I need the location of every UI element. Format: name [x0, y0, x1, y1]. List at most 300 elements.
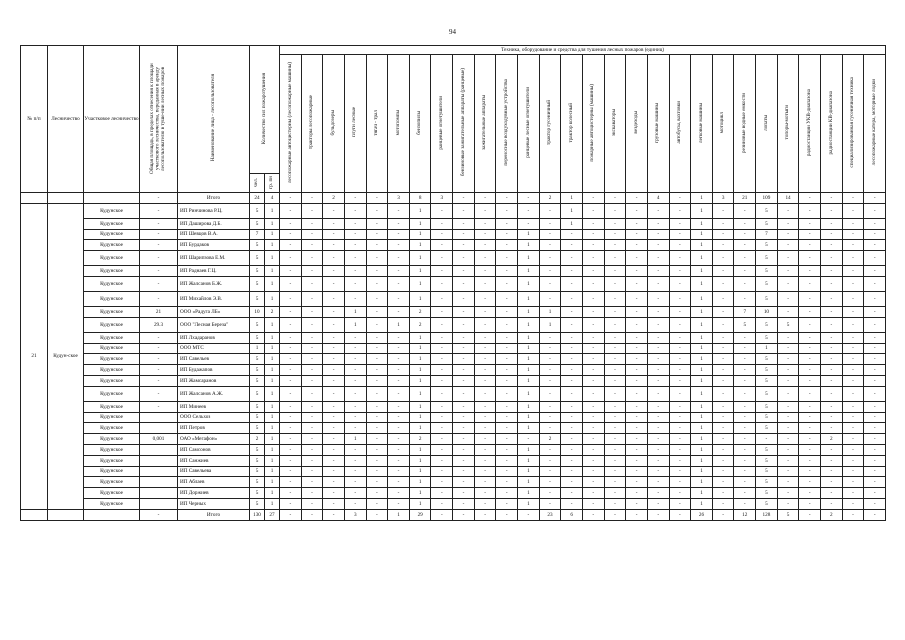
value-cell: -	[474, 386, 496, 401]
value-cell: -	[734, 251, 756, 266]
value-cell: 1	[265, 477, 280, 488]
value-cell: -	[561, 240, 583, 251]
value-cell: -	[323, 466, 345, 477]
header-equipment-6	[388, 55, 410, 193]
value-cell: -	[474, 229, 496, 240]
value-cell: -	[582, 423, 604, 434]
value-cell: -	[366, 332, 388, 343]
value-cell: 5	[250, 266, 265, 277]
value-cell: 1	[691, 332, 713, 343]
value-cell: -	[842, 332, 864, 343]
value-cell: -	[301, 375, 323, 386]
value-cell: -	[453, 423, 475, 434]
totals-bottom-value: 6	[561, 509, 583, 520]
value-cell: -	[388, 229, 410, 240]
value-cell: 1	[265, 488, 280, 499]
value-cell: -	[582, 218, 604, 229]
value-cell: -	[734, 218, 756, 229]
value-cell: -	[301, 343, 323, 354]
value-cell: -	[821, 455, 843, 466]
value-cell: -	[344, 203, 366, 218]
value-cell: -	[496, 218, 518, 229]
value-cell: -	[453, 203, 475, 218]
totals-top-value: -	[821, 193, 843, 204]
value-cell: -	[647, 477, 669, 488]
totals-top-value: -	[453, 193, 475, 204]
value-cell: 1	[265, 423, 280, 434]
totals-top-value: 2	[539, 193, 561, 204]
value-cell: 1	[691, 291, 713, 306]
table-row	[21, 488, 886, 499]
value-cell: -	[777, 423, 799, 434]
district-cell: Кудунское	[84, 240, 140, 251]
totals-bottom-value: -	[431, 509, 453, 520]
value-cell: 5	[250, 291, 265, 306]
value-cell: -	[496, 375, 518, 386]
value-cell: -	[647, 455, 669, 466]
value-cell: -	[864, 386, 886, 401]
value-cell: -	[323, 251, 345, 266]
value-cell: -	[864, 332, 886, 343]
value-cell: -	[647, 354, 669, 365]
value-cell: -	[821, 375, 843, 386]
value-cell: -	[453, 488, 475, 499]
value-cell: -	[431, 240, 453, 251]
value-cell: -	[539, 375, 561, 386]
user-name-cell: ИП Даширова Д.Б.	[178, 218, 250, 229]
area-cell: -	[140, 218, 178, 229]
value-cell: -	[864, 251, 886, 266]
value-cell: -	[604, 455, 626, 466]
value-cell: -	[344, 455, 366, 466]
totals-bottom-value: 3	[344, 509, 366, 520]
value-cell: 1	[518, 401, 540, 412]
value-cell: -	[344, 218, 366, 229]
value-cell: 1	[691, 455, 713, 466]
value-cell: 1	[691, 306, 713, 317]
area-cell: -	[140, 401, 178, 412]
value-cell: -	[604, 434, 626, 445]
table-row	[21, 240, 886, 251]
value-cell: -	[388, 386, 410, 401]
value-cell: -	[799, 251, 821, 266]
header-forces-groups-text: гр. пн	[268, 175, 275, 189]
value-cell: -	[539, 423, 561, 434]
value-cell: -	[842, 354, 864, 365]
value-cell: -	[669, 291, 691, 306]
value-cell: -	[280, 455, 302, 466]
value-cell: -	[821, 203, 843, 218]
value-cell: -	[582, 412, 604, 423]
value-cell: -	[474, 375, 496, 386]
area-cell	[140, 412, 178, 423]
value-cell: -	[280, 266, 302, 277]
value-cell: 1	[344, 317, 366, 332]
value-cell: 5	[250, 477, 265, 488]
district-cell: Кудунское	[84, 434, 140, 445]
value-cell: -	[604, 203, 626, 218]
value-cell: -	[344, 365, 366, 376]
totals-bottom-value: -	[582, 509, 604, 520]
value-cell: -	[301, 488, 323, 499]
value-cell: 7	[756, 229, 778, 240]
value-cell: -	[842, 375, 864, 386]
value-cell: 1	[518, 444, 540, 455]
header-equipment-8	[431, 55, 453, 193]
header-equipment-19	[669, 55, 691, 193]
value-cell: -	[323, 423, 345, 434]
totals-top-value: -	[301, 193, 323, 204]
value-cell: -	[777, 203, 799, 218]
value-cell: -	[388, 306, 410, 317]
header-equipment-28-text: лесопожарные катера, моторные лодки	[871, 79, 877, 166]
value-cell: -	[734, 423, 756, 434]
value-cell: -	[344, 354, 366, 365]
value-cell: -	[647, 401, 669, 412]
value-cell: 5	[250, 317, 265, 332]
totals-top-value: 21	[734, 193, 756, 204]
area-cell: -	[140, 229, 178, 240]
value-cell: 1	[691, 477, 713, 488]
value-cell: -	[626, 317, 648, 332]
area-cell: -	[140, 375, 178, 386]
value-cell: -	[496, 401, 518, 412]
header-equipment-13-text: трактор гусеничный	[546, 100, 553, 145]
value-cell: -	[647, 276, 669, 291]
totals-bottom-value: 23	[539, 509, 561, 520]
value-cell: -	[431, 401, 453, 412]
value-cell: -	[431, 291, 453, 306]
value-cell: -	[604, 218, 626, 229]
value-cell: 1	[265, 434, 280, 445]
totals-top-value: 109	[756, 193, 778, 204]
value-cell: -	[842, 423, 864, 434]
value-cell: 1	[250, 343, 265, 354]
value-cell: -	[323, 455, 345, 466]
value-cell: 1	[691, 401, 713, 412]
value-cell: 5	[250, 498, 265, 509]
user-name-cell: ИП Черных	[178, 498, 250, 509]
value-cell: -	[777, 343, 799, 354]
value-cell: -	[474, 240, 496, 251]
value-cell: 5	[756, 332, 778, 343]
value-cell: 1	[518, 412, 540, 423]
table-row	[21, 434, 886, 445]
value-cell: 1	[518, 332, 540, 343]
value-cell: -	[388, 488, 410, 499]
value-cell: -	[864, 343, 886, 354]
value-cell: -	[604, 365, 626, 376]
value-cell: -	[604, 332, 626, 343]
value-cell: -	[323, 229, 345, 240]
value-cell: -	[647, 266, 669, 277]
value-cell: -	[777, 386, 799, 401]
value-cell: 5	[250, 466, 265, 477]
value-cell: -	[647, 386, 669, 401]
value-cell: -	[864, 240, 886, 251]
value-cell: -	[323, 498, 345, 509]
user-name-cell: ООО "Лесная Береза"	[178, 317, 250, 332]
table-row	[21, 332, 886, 343]
value-cell: -	[388, 434, 410, 445]
value-cell: 1	[691, 266, 713, 277]
value-cell: -	[366, 423, 388, 434]
value-cell: -	[366, 455, 388, 466]
header-area-text: Общая площадь, в пределах отнесения к площади участкового лесничества, переданная в аренду лесопользователю в туше-нии лесных пожаров	[149, 62, 167, 174]
user-name-cell: ИП Аблаев	[178, 477, 250, 488]
header-equipment-12	[518, 55, 540, 193]
header-equipment-17-text: вездеходы	[632, 111, 639, 134]
value-cell: -	[604, 240, 626, 251]
totals-bottom-value: 128	[756, 509, 778, 520]
value-cell: -	[604, 412, 626, 423]
value-cell: -	[647, 375, 669, 386]
totals-top-value: -	[344, 193, 366, 204]
value-cell: -	[301, 444, 323, 455]
value-cell: -	[496, 477, 518, 488]
value-cell: -	[821, 332, 843, 343]
header-equipment-28	[864, 55, 886, 193]
value-cell: -	[799, 218, 821, 229]
value-cell: -	[561, 375, 583, 386]
value-cell: 1	[265, 203, 280, 218]
value-cell: -	[366, 488, 388, 499]
value-cell: -	[496, 203, 518, 218]
value-cell: 1	[691, 444, 713, 455]
value-cell: -	[582, 386, 604, 401]
header-equipment-26	[821, 55, 843, 193]
value-cell: 1	[409, 251, 431, 266]
value-cell: -	[323, 365, 345, 376]
table-row	[21, 291, 886, 306]
value-cell: -	[453, 218, 475, 229]
value-cell: -	[431, 488, 453, 499]
header-equipment-25	[799, 55, 821, 193]
value-cell: -	[344, 444, 366, 455]
value-cell: -	[388, 240, 410, 251]
value-cell: 1	[265, 375, 280, 386]
value-cell: -	[626, 375, 648, 386]
table-row	[21, 466, 886, 477]
value-cell: -	[626, 306, 648, 317]
value-cell: -	[712, 203, 734, 218]
value-cell: -	[734, 291, 756, 306]
value-cell: -	[453, 375, 475, 386]
header-equipment-16	[604, 55, 626, 193]
value-cell: 1	[409, 354, 431, 365]
value-cell: -	[734, 365, 756, 376]
area-cell: -	[140, 365, 178, 376]
value-cell: -	[474, 354, 496, 365]
header-equipment-7	[409, 55, 431, 193]
value-cell: 1	[265, 412, 280, 423]
value-cell: 1	[265, 317, 280, 332]
value-cell: -	[864, 412, 886, 423]
value-cell: -	[821, 218, 843, 229]
value-cell: -	[669, 455, 691, 466]
value-cell: -	[582, 332, 604, 343]
value-cell: -	[453, 412, 475, 423]
value-cell: -	[799, 466, 821, 477]
value-cell: -	[777, 332, 799, 343]
value-cell: -	[496, 343, 518, 354]
value-cell: 1	[409, 386, 431, 401]
value-cell: 1	[265, 498, 280, 509]
header-equipment-8-text: ранцевые огнетушители	[438, 95, 444, 150]
value-cell: -	[366, 434, 388, 445]
value-cell: 2	[265, 306, 280, 317]
value-cell: -	[539, 354, 561, 365]
district-cell: Кудунское	[84, 386, 140, 401]
header-forces-people-text: чел.	[253, 177, 260, 187]
value-cell: -	[301, 434, 323, 445]
value-cell: 2	[409, 306, 431, 317]
district-cell: Кудунское	[84, 317, 140, 332]
value-cell: -	[582, 266, 604, 277]
value-cell: -	[388, 218, 410, 229]
district-cell: Кудунское	[84, 401, 140, 412]
header-equipment-2-text: тракторы лесопожарные	[308, 95, 315, 150]
header-equipment-5	[366, 55, 388, 193]
value-cell: -	[777, 229, 799, 240]
totals-top-value: -	[366, 193, 388, 204]
district-cell: Кудунское	[84, 477, 140, 488]
header-equipment-3-text: бульдозеры	[329, 109, 336, 136]
value-cell: -	[864, 291, 886, 306]
value-cell: -	[453, 343, 475, 354]
user-name-cell: ИП Будажапов	[178, 365, 250, 376]
value-cell: -	[604, 276, 626, 291]
value-cell: -	[864, 317, 886, 332]
value-cell: -	[842, 444, 864, 455]
value-cell: -	[539, 251, 561, 266]
value-cell: -	[647, 488, 669, 499]
value-cell: -	[561, 306, 583, 317]
header-forces	[250, 46, 280, 174]
value-cell: -	[388, 251, 410, 266]
value-cell: 1	[409, 291, 431, 306]
header-equipment-23	[756, 55, 778, 193]
totals-bottom-value: -	[647, 509, 669, 520]
totals-bottom-value: 12	[734, 509, 756, 520]
value-cell: -	[474, 203, 496, 218]
header-equipment-14	[561, 55, 583, 193]
value-cell: -	[453, 229, 475, 240]
value-cell: -	[582, 455, 604, 466]
value-cell: -	[496, 229, 518, 240]
value-cell: 5	[756, 455, 778, 466]
value-cell: -	[799, 386, 821, 401]
value-cell: -	[431, 276, 453, 291]
table-row	[21, 229, 886, 240]
value-cell: -	[582, 276, 604, 291]
header-equipment-7-text: бензопилы	[416, 110, 423, 135]
value-cell: -	[604, 488, 626, 499]
value-cell: -	[669, 477, 691, 488]
value-cell: -	[582, 291, 604, 306]
value-cell: 1	[265, 466, 280, 477]
value-cell: 1	[561, 203, 583, 218]
totals-bottom-value: -	[323, 509, 345, 520]
value-cell: -	[712, 240, 734, 251]
header-equipment-10-text: зажигательные аппараты	[481, 95, 488, 150]
value-cell: -	[777, 276, 799, 291]
value-cell: -	[582, 354, 604, 365]
value-cell: -	[366, 218, 388, 229]
value-cell: -	[626, 365, 648, 376]
table-row	[21, 412, 886, 423]
user-name-cell: ИП Раднаев Г.Ц.	[178, 266, 250, 277]
value-cell: -	[712, 401, 734, 412]
value-cell: -	[582, 401, 604, 412]
value-cell: -	[561, 434, 583, 445]
value-cell: -	[626, 332, 648, 343]
value-cell: -	[799, 401, 821, 412]
value-cell: -	[604, 291, 626, 306]
value-cell: 5	[756, 276, 778, 291]
value-cell: -	[604, 317, 626, 332]
header-equipment-24-text: топоры-мотыги	[784, 105, 791, 140]
value-cell: -	[647, 498, 669, 509]
area-cell: -	[140, 240, 178, 251]
area-cell: -	[140, 266, 178, 277]
value-cell: -	[712, 229, 734, 240]
value-cell: 1	[518, 266, 540, 277]
value-cell: -	[669, 498, 691, 509]
value-cell: -	[647, 317, 669, 332]
value-cell: 5	[250, 203, 265, 218]
value-cell: -	[388, 466, 410, 477]
value-cell: -	[280, 444, 302, 455]
value-cell: -	[842, 488, 864, 499]
value-cell: -	[734, 229, 756, 240]
value-cell: -	[647, 343, 669, 354]
value-cell: -	[777, 466, 799, 477]
value-cell: 1	[691, 317, 713, 332]
value-cell: -	[669, 412, 691, 423]
value-cell: -	[842, 291, 864, 306]
value-cell: -	[518, 203, 540, 218]
value-cell: -	[474, 498, 496, 509]
district-cell: Кудунское	[84, 488, 140, 499]
value-cell: -	[474, 218, 496, 229]
value-cell: -	[431, 386, 453, 401]
value-cell: -	[539, 291, 561, 306]
value-cell: -	[323, 291, 345, 306]
value-cell: -	[821, 365, 843, 376]
header-equipment-11	[496, 55, 518, 193]
value-cell: -	[647, 434, 669, 445]
value-cell: -	[626, 455, 648, 466]
value-cell: -	[388, 203, 410, 218]
value-cell: -	[712, 386, 734, 401]
value-cell: -	[669, 218, 691, 229]
value-cell: -	[734, 477, 756, 488]
value-cell: -	[301, 466, 323, 477]
value-cell: -	[496, 365, 518, 376]
value-cell: 5	[250, 251, 265, 266]
value-cell: -	[821, 412, 843, 423]
value-cell: -	[821, 229, 843, 240]
totals-bottom-value: 26	[691, 509, 713, 520]
totals-top-empty	[21, 193, 48, 204]
value-cell: 1	[518, 343, 540, 354]
value-cell: -	[474, 365, 496, 376]
value-cell: -	[582, 375, 604, 386]
value-cell: -	[474, 276, 496, 291]
value-cell: -	[777, 218, 799, 229]
table-row	[21, 375, 886, 386]
